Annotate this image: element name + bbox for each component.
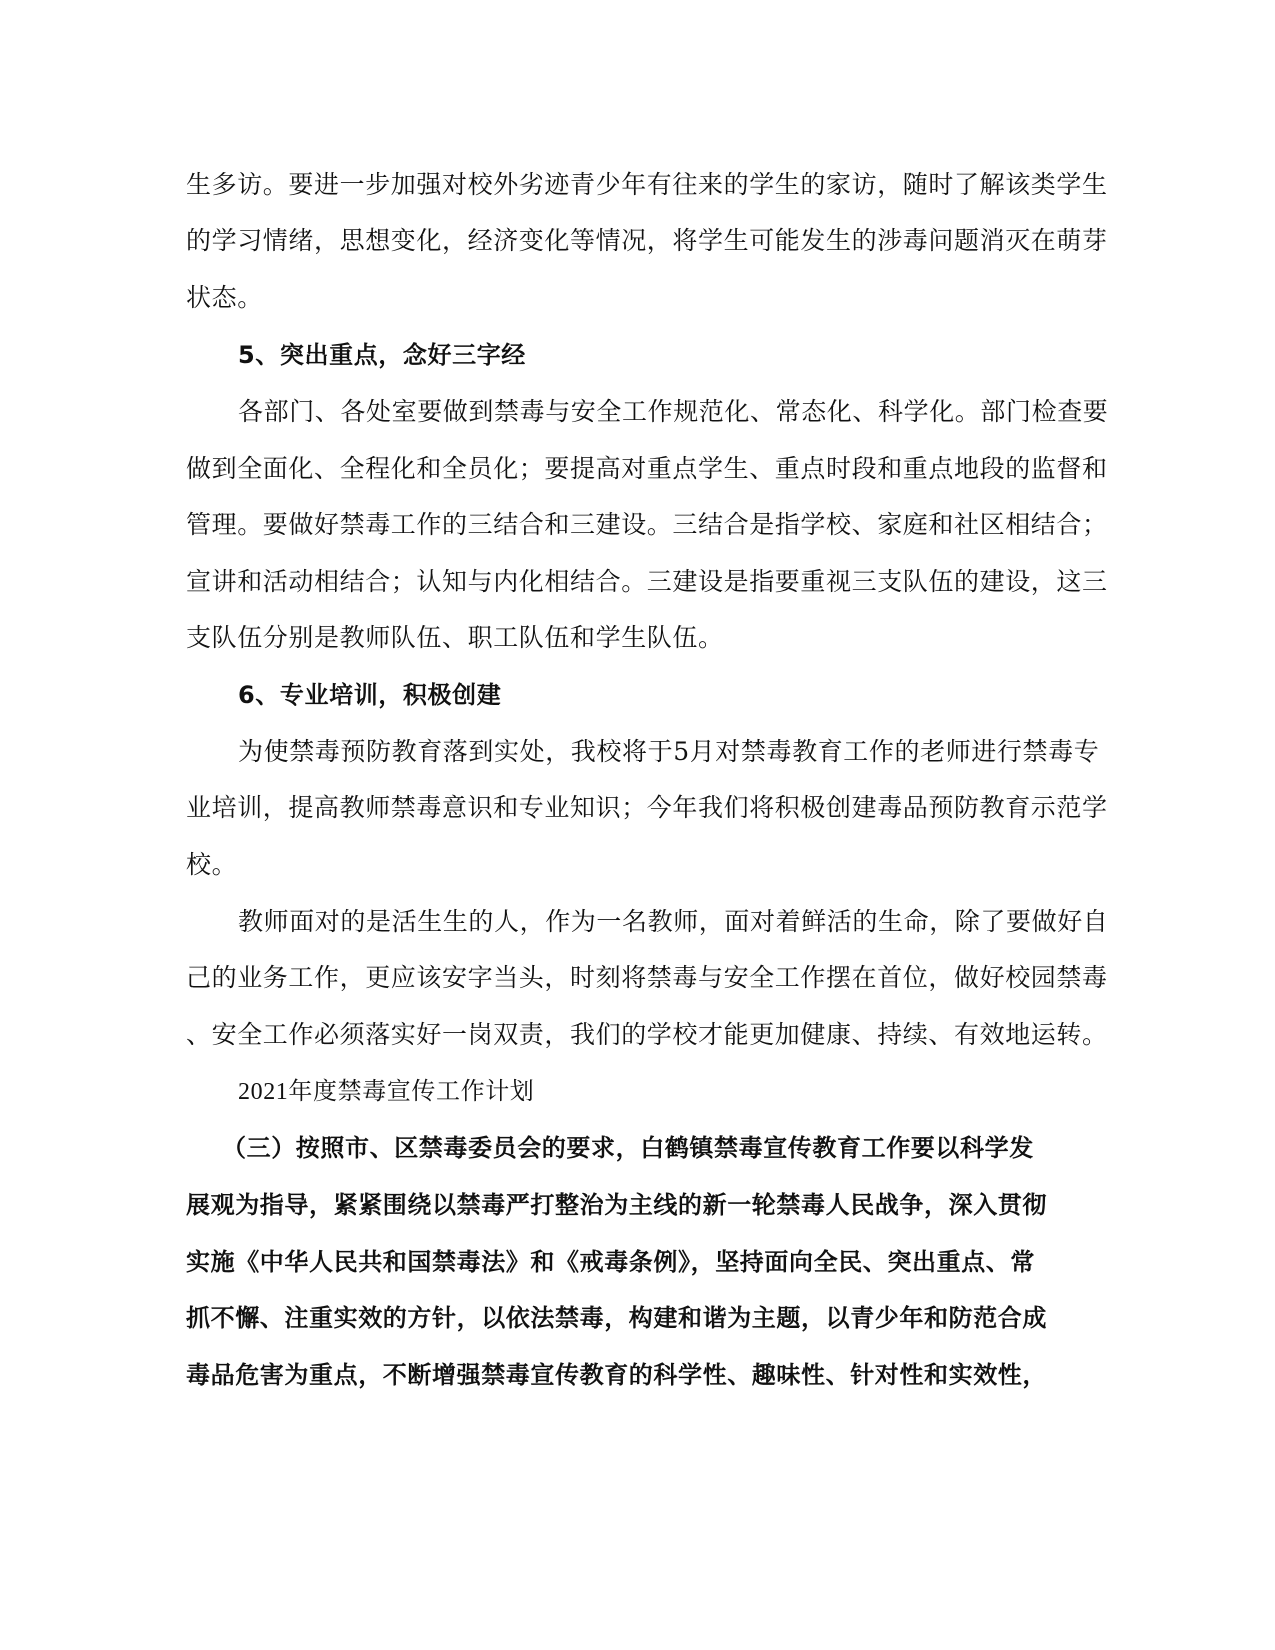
bold-paragraph-line: 毒品危害为重点，不断增强禁毒宣传教育的科学性、趣味性、针对性和实效性， xyxy=(186,1361,1047,1389)
bold-paragraph-line: （三）按照市、区禁毒委员会的要求，白鹤镇禁毒宣传教育工作要以科学发 xyxy=(222,1134,1034,1162)
paragraph-line: 各部门、各处室要做到禁毒与安全工作规范化、常态化、科学化。部门检查要 xyxy=(238,397,1109,426)
paragraph-line: 、安全工作必须落实好一岗双责，我们的学校才能更加健康、持续、有效地运转。 xyxy=(186,1020,1108,1049)
paragraph-line: 教师面对的是活生生的人，作为一名教师，面对着鲜活的生命，除了要做好自 xyxy=(238,907,1109,936)
section-heading-5: 5、突出重点，念好三字经 xyxy=(238,341,526,369)
paragraph-line: 业培训，提高教师禁毒意识和专业知识；今年我们将积极创建毒品预防教育示范学 xyxy=(186,793,1108,822)
paragraph-line: 为使禁毒预防教育落到实处，我校将于5月对禁毒教育工作的老师进行禁毒专 xyxy=(238,737,1100,766)
bold-paragraph-line: 展观为指导，紧紧围绕以禁毒严打整治为主线的新一轮禁毒人民战争，深入贯彻 xyxy=(186,1191,1047,1219)
section-heading-6: 6、专业培训，积极创建 xyxy=(238,681,502,709)
paragraph-line: 宣讲和活动相结合；认知与内化相结合。三建设是指要重视三支队伍的建设，这三 xyxy=(186,567,1108,596)
paragraph-line: 做到全面化、全程化和全员化；要提高对重点学生、重点时段和重点地段的监督和 xyxy=(186,454,1108,483)
bold-paragraph-line: 抓不懈、注重实效的方针，以依法禁毒，构建和谐为主题，以青少年和防范合成 xyxy=(186,1304,1047,1332)
document-subtitle: 2021年度禁毒宣传工作计划 xyxy=(238,1079,535,1105)
paragraph-line: 己的业务工作，更应该安字当头，时刻将禁毒与安全工作摆在首位，做好校园禁毒 xyxy=(186,963,1108,992)
paragraph-line: 生多访。要进一步加强对校外劣迹青少年有往来的学生的家访，随时了解该类学生 xyxy=(186,170,1108,199)
paragraph-line: 校。 xyxy=(186,850,238,879)
paragraph-line: 的学习情绪，思想变化，经济变化等情况，将学生可能发生的涉毒问题消灭在萌芽 xyxy=(186,226,1108,255)
bold-paragraph-line: 实施《中华人民共和国禁毒法》和《戒毒条例》，坚持面向全民、突出重点、常 xyxy=(186,1248,1035,1276)
paragraph-line: 支队伍分别是教师队伍、职工队伍和学生队伍。 xyxy=(186,623,724,652)
paragraph-line: 状态。 xyxy=(186,283,263,312)
paragraph-line: 管理。要做好禁毒工作的三结合和三建设。三结合是指学校、家庭和社区相结合； xyxy=(186,510,1108,539)
